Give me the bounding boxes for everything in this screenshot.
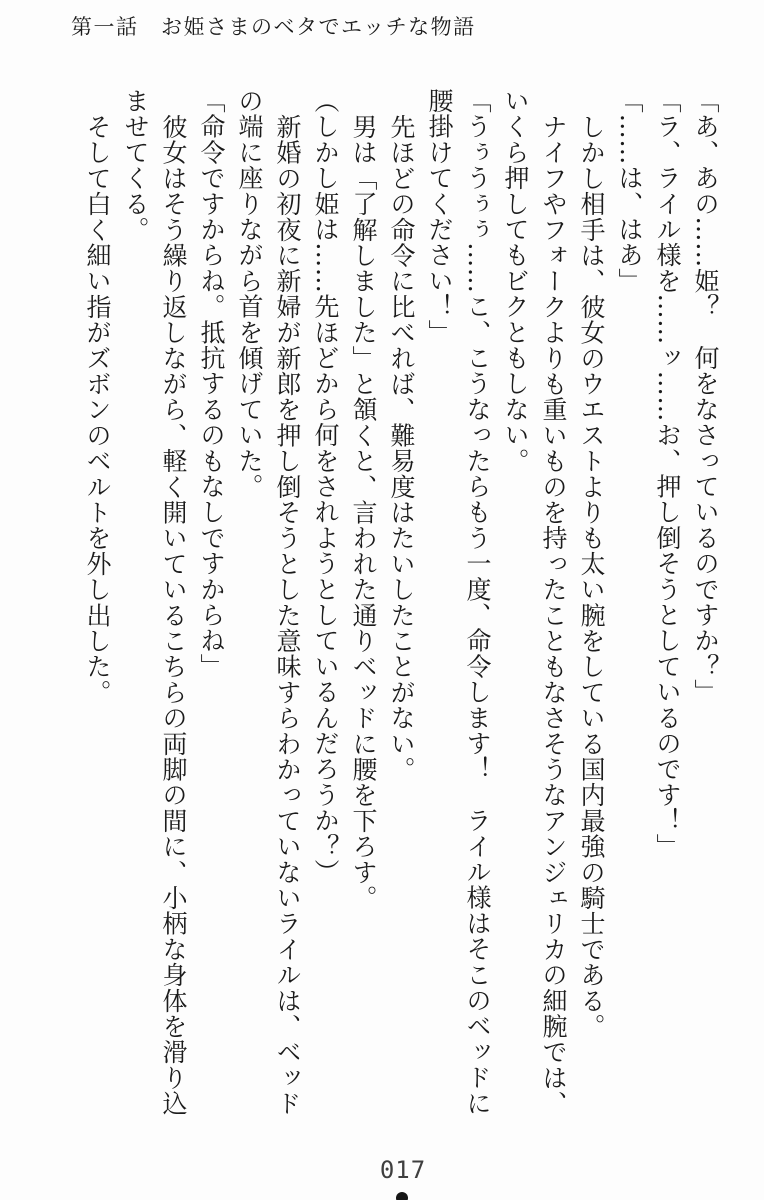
text-line: 「ラ、ライル様を……ッ……お、押し倒そうとしているのです！」 (653, 88, 682, 859)
text-line: 彼女はそう繰り返しながら、軽く開いているこちらの両脚の間に、小柄な身体を滑り込 (159, 114, 188, 1117)
text-line: いくら押してもビクともしない。 (501, 88, 530, 474)
text-line: 「命令ですからね。抵抗するのもなしですからね」 (197, 88, 226, 680)
text-line: しかし相手は、彼女のウエストよりも太い腕をしている国内最強の騎士である。 (577, 114, 606, 1040)
page-number: 017 (379, 1156, 427, 1184)
text-line: 「あ、あの……姫？ 何をなさっているのですか？」 (691, 88, 720, 705)
text-line: 「……は、はあ」 (615, 88, 644, 294)
text-line: ませてくる。 (121, 88, 150, 243)
text-line: ナイフやフォークよりも重いものを持ったこともなさそうなアンジェリカの細腕では、 (539, 114, 568, 1117)
chapter-header: 第一話 お姫さまのベタでエッチな物語 (71, 15, 476, 39)
text-line: の端に座りながら首を傾げていた。 (235, 88, 264, 500)
text-line: 「うぅうぅぅ……こ、こうなったらもう一度、命令します！ ライル様はそこのベッドに (463, 88, 492, 1116)
text-line: そして白く細い指がズボンのベルトを外し出した。 (83, 114, 112, 706)
page-edge-dot-icon (396, 1192, 408, 1200)
text-line: 男は「了解しました」と頷くと、言われた通りベッドに腰を下ろす。 (349, 114, 378, 911)
text-line: （しかし姫は……先ほどから何をされようとしているんだろうか？） (311, 88, 340, 885)
body-text (78, 88, 724, 1124)
text-line: 新婚の初夜に新婦が新郎を押し倒そうとした意味すらわかっていないライルは、ベッド (273, 114, 302, 1117)
text-line: 腰掛けてください！」 (425, 88, 454, 345)
text-line: 先ほどの命令に比べれば、難易度はたいしたことがない。 (387, 114, 416, 783)
